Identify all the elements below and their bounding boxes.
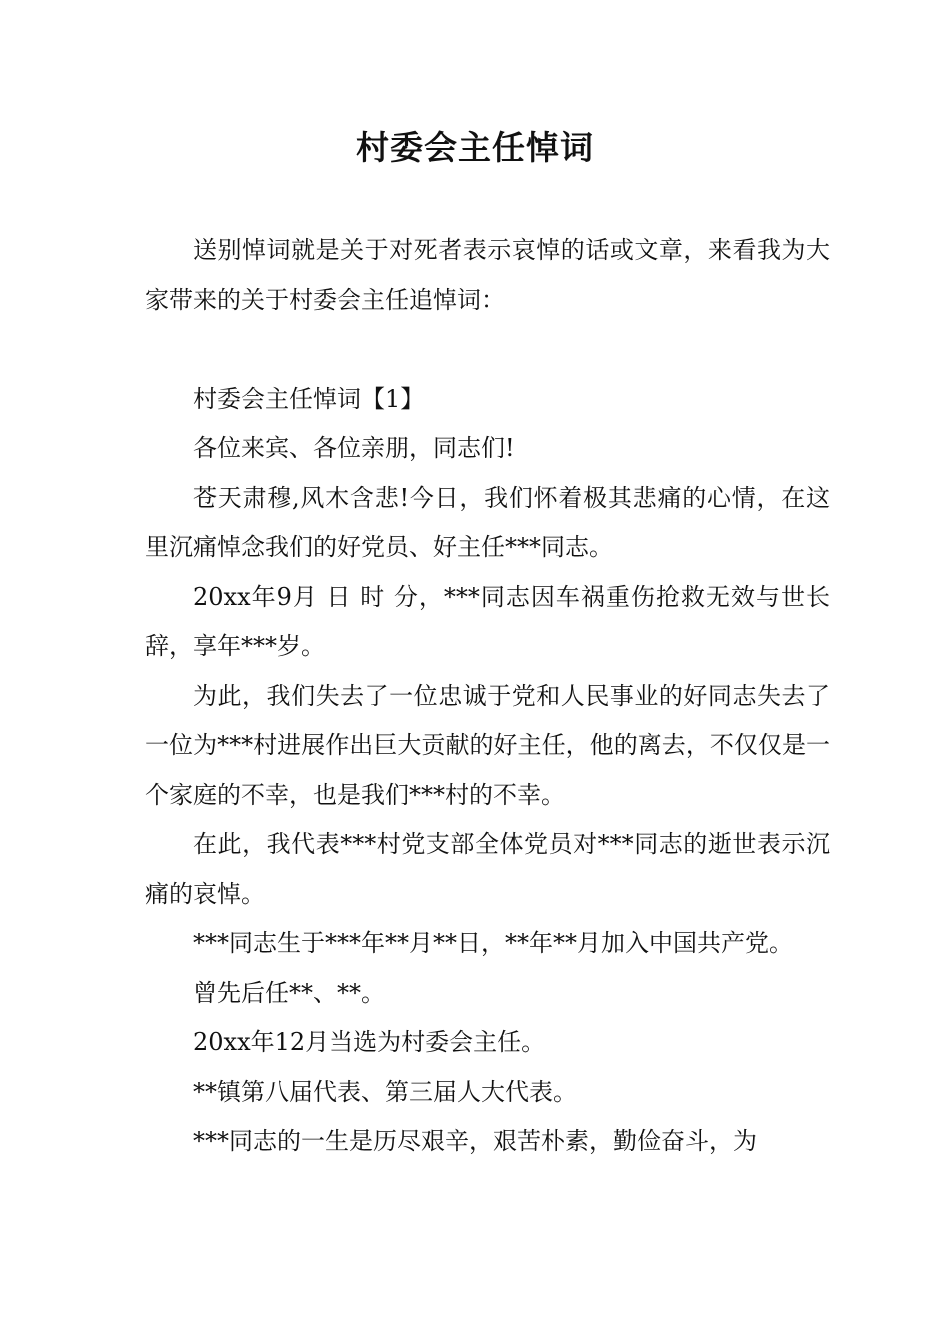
- paragraph-representative: **镇第八届代表、第三届人大代表。: [193, 1077, 577, 1106]
- paragraph-spacer: [145, 325, 830, 375]
- paragraph-greeting: 各位来宾、各位亲朋，同志们!: [193, 434, 515, 462]
- paragraph-mourning: 苍天肃穆,风木含悲!今日，我们怀着极其悲痛的心情，在这里沉痛悼念我们的好党员、好主任***同志。: [145, 483, 830, 561]
- document-body: [145, 226, 830, 1167]
- paragraph-life: ***同志的一生是历尽艰辛，艰苦朴素，勤俭奋斗，为: [193, 1127, 757, 1155]
- paragraph-passing: 20xx年9月 日 时 分，***同志因车祸重伤抢救无效与世长辞，享年***岁。: [145, 582, 830, 660]
- paragraph-biography: ***同志生于***年**月**日，**年**月加入中国共产党。: [193, 929, 793, 957]
- paragraph-loss: 为此，我们失去了一位忠诚于党和人民事业的好同志失去了一位为***村进展作出巨大贡献的好主任，他的离去，不仅仅是一个家庭的不幸，也是我们***村的不幸。: [145, 681, 830, 809]
- intro-paragraph: 送别悼词就是关于对死者表示哀悼的话或文章，来看我为大家带来的关于村委会主任追悼词：: [145, 236, 830, 314]
- paragraph-election: 20xx年12月当选为村委会主任。: [193, 1028, 546, 1056]
- document-title: 村委会主任悼词: [356, 128, 594, 167]
- section-heading: 村委会主任悼词【1】: [193, 384, 425, 413]
- paragraph-condolence: 在此，我代表***村党支部全体党员对***同志的逝世表示沉痛的哀悼。: [145, 830, 830, 908]
- paragraph-positions: 曾先后任**、**。: [193, 978, 385, 1007]
